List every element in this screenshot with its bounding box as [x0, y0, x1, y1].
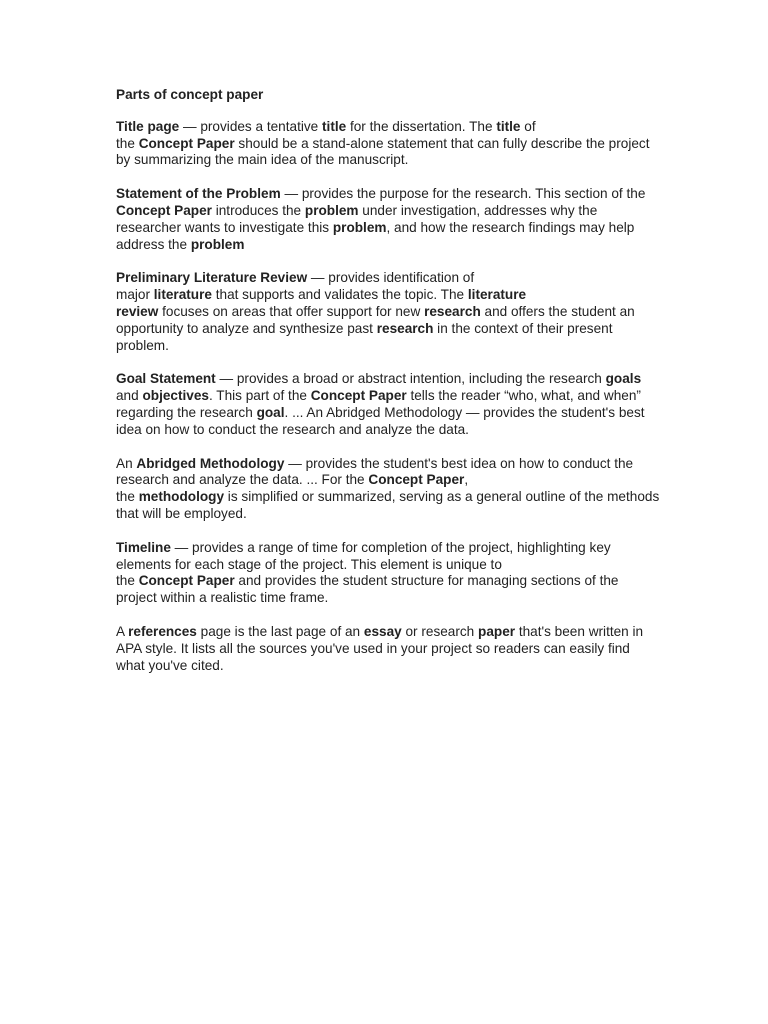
- text-run: that's been written in APA style. It lists all the sources you've used in your project so readers can easily find what you've cited.: [116, 623, 644, 673]
- text-run: tells the reader “who, what, and when” regarding the research: [116, 388, 641, 420]
- paragraph-statement-of-the-problem: [116, 186, 661, 253]
- text-run: and offers the student an opportunity to analyze and synthesize past: [116, 303, 635, 336]
- bold-term: title: [496, 118, 521, 134]
- text-run: — provides a range of time for completion of the project, highlighting key elements for each stage of the project. This element is unique to: [116, 539, 611, 572]
- bold-term: research: [424, 303, 481, 319]
- paragraph-references: [116, 624, 661, 674]
- bold-term: problem: [190, 236, 245, 252]
- bold-term: objectives: [142, 388, 209, 404]
- text-run: An: [116, 455, 137, 471]
- text-run: the: [116, 135, 139, 151]
- text-run: is simplified or summarized, serving as a general outline of the methods that will be employed.: [116, 489, 660, 521]
- bold-term: Goal Statement: [116, 371, 216, 387]
- bold-term: Concept Paper: [138, 573, 235, 589]
- text-run: the: [116, 573, 139, 589]
- text-run: — provides a tentative: [179, 118, 323, 134]
- bold-term: Statement of the Problem: [116, 186, 281, 202]
- bold-term: Timeline: [116, 539, 171, 555]
- bold-term: Concept Paper: [138, 135, 235, 151]
- paragraph-list: [116, 119, 661, 675]
- text-run: or research: [401, 623, 479, 639]
- text-run: . This part of the: [208, 388, 311, 404]
- text-run: — provides a broad or abstract intention, including the research: [215, 371, 606, 387]
- bold-term: problem: [304, 202, 359, 218]
- document-heading: Parts of concept paper: [116, 87, 264, 102]
- text-run: ,: [464, 472, 469, 488]
- paragraph-abridged-methodology: [116, 456, 661, 523]
- bold-term: review: [116, 303, 159, 319]
- text-run: in the context of their present problem.: [116, 320, 613, 353]
- bold-term: references: [128, 623, 197, 639]
- paragraph-preliminary-literature-review: [116, 270, 661, 354]
- text-run: and provides the student structure for managing sections of the project within a realistic time frame.: [116, 573, 619, 606]
- bold-term: literature: [153, 287, 212, 303]
- bold-term: title: [322, 118, 347, 134]
- bold-term: Preliminary Literature Review: [116, 270, 308, 286]
- text-run: A: [116, 623, 129, 639]
- text-run: page is the last page of an: [196, 623, 364, 639]
- bold-term: Concept Paper: [116, 202, 212, 218]
- text-run: focuses on areas that offer support for new: [158, 303, 425, 319]
- bold-term: problem: [332, 219, 387, 235]
- text-run: the: [116, 489, 139, 505]
- text-run: that supports and validates the topic. The: [211, 287, 468, 303]
- bold-term: literature: [467, 287, 527, 303]
- paragraph-timeline: [116, 540, 661, 607]
- text-run: — provides identification of: [307, 270, 475, 286]
- text-run: introduces the: [211, 202, 305, 218]
- text-run: major: [116, 287, 154, 303]
- text-run: — provides the purpose for the research. This section of the: [280, 186, 646, 202]
- text-run: under investigation, addresses why the researcher wants to investigate this: [116, 202, 598, 235]
- bold-term: Title page: [116, 118, 180, 134]
- text-run: — provides the student's best idea on how to conduct the research and analyze the data. ... For the: [116, 455, 634, 488]
- paragraph-title-page: [116, 119, 661, 169]
- bold-term: Concept Paper: [310, 388, 407, 404]
- bold-term: goals: [605, 371, 642, 387]
- text-run: , and how the research findings may help address the: [116, 219, 635, 252]
- document-body: [116, 87, 661, 691]
- paragraph-goal-statement: [116, 371, 661, 438]
- bold-term: Abridged Methodology: [136, 455, 285, 471]
- bold-term: paper: [478, 623, 516, 639]
- text-run: of: [520, 118, 536, 134]
- bold-term: goal: [256, 404, 285, 420]
- bold-term: essay: [363, 623, 402, 639]
- text-run: for the dissertation. The: [346, 118, 497, 134]
- text-run: should be a stand-alone statement that can fully describe the project by summarizing the main idea of the manuscript.: [116, 135, 650, 168]
- text-run: and: [116, 388, 143, 404]
- bold-term: methodology: [138, 489, 225, 505]
- text-run: . ... An Abridged Methodology — provides the student's best idea on how to conduct the research and analyze the data.: [116, 404, 645, 437]
- bold-term: research: [376, 320, 434, 336]
- bold-term: Concept Paper: [368, 472, 465, 488]
